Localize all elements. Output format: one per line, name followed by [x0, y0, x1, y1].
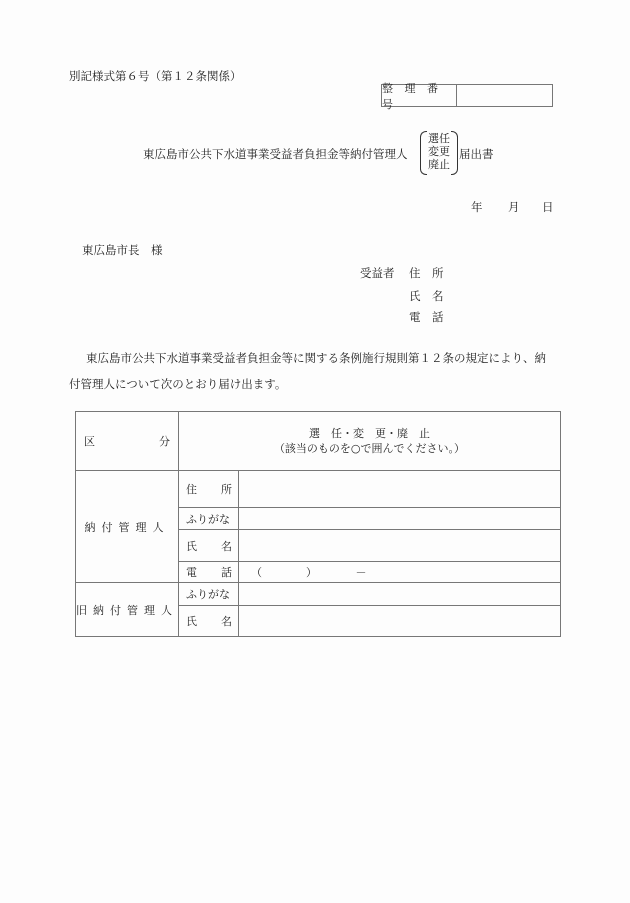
manager-furigana-field[interactable] — [239, 508, 561, 530]
manager-phone-field[interactable]: （ ） － — [239, 562, 561, 583]
old-manager-furigana-field[interactable] — [239, 583, 561, 606]
row-label: 氏 — [186, 539, 197, 553]
manager-address-field[interactable] — [239, 471, 561, 508]
table-row-kubun — [76, 412, 561, 471]
date-month: 月 — [508, 200, 520, 214]
right-bracket — [451, 131, 458, 175]
reference-number-field[interactable] — [457, 85, 552, 106]
date-day: 日 — [542, 200, 554, 214]
title-options — [426, 132, 452, 171]
option-haishi[interactable]: 廃止 — [428, 158, 450, 171]
row-label: ふりがな — [186, 588, 230, 601]
document-title: 東広島市公共下水道事業受益者負担金等納付管理人 — [143, 147, 408, 161]
body-text-line1: 東広島市公共下水道事業受益者負担金等に関する条例施行規則第１２条の規定により、納 — [86, 351, 546, 365]
row-label: 話 — [221, 566, 232, 579]
table-row — [76, 583, 561, 606]
row-label: 氏 — [186, 615, 197, 628]
kubun-left: 区 — [84, 435, 95, 448]
reference-number-label: 整 理 番 号 — [382, 85, 457, 106]
kubun-label-cell — [76, 412, 179, 471]
title-options-bracket — [420, 131, 458, 174]
row-label: 住 — [186, 483, 197, 496]
kubun-value-cell[interactable] — [179, 412, 561, 471]
row-label: 電 — [186, 566, 197, 579]
table-row — [76, 471, 561, 508]
reference-number-box — [381, 81, 553, 111]
form-number: 別記様式第６号（第１２条関係） — [69, 69, 242, 83]
body-text-line2: 付管理人について次のとおり届け出ます。 — [69, 377, 287, 391]
kubun-right: 分 — [159, 435, 170, 448]
recipient-address-label: 住 所 — [409, 266, 444, 280]
date-year: 年 — [471, 200, 483, 214]
recipient-phone-label: 電 話 — [409, 310, 444, 324]
row-label: 名 — [221, 615, 232, 628]
row-label: 名 — [221, 539, 232, 553]
addressee: 東広島市長 様 — [82, 243, 163, 257]
recipient-label: 受益者 — [360, 266, 395, 280]
row-label: ふりがな — [186, 512, 230, 526]
row-label: 所 — [221, 483, 232, 496]
old-manager-name-field[interactable] — [239, 606, 561, 637]
option-henkou[interactable]: 変更 — [428, 145, 450, 158]
old-manager-group-label: 旧納付管理人 — [76, 583, 179, 637]
kubun-instruction: （該当のものを○で囲んでください。） — [273, 442, 466, 455]
notification-table — [75, 411, 561, 637]
title-suffix: 届出書 — [459, 147, 494, 161]
kubun-options: 選 任・変 更・廃 止 — [309, 427, 430, 440]
manager-group-label: 納付管理人 — [76, 471, 179, 583]
recipient-name-label: 氏 名 — [409, 289, 444, 303]
option-senin[interactable]: 選任 — [428, 132, 450, 145]
manager-name-field[interactable] — [239, 530, 561, 562]
